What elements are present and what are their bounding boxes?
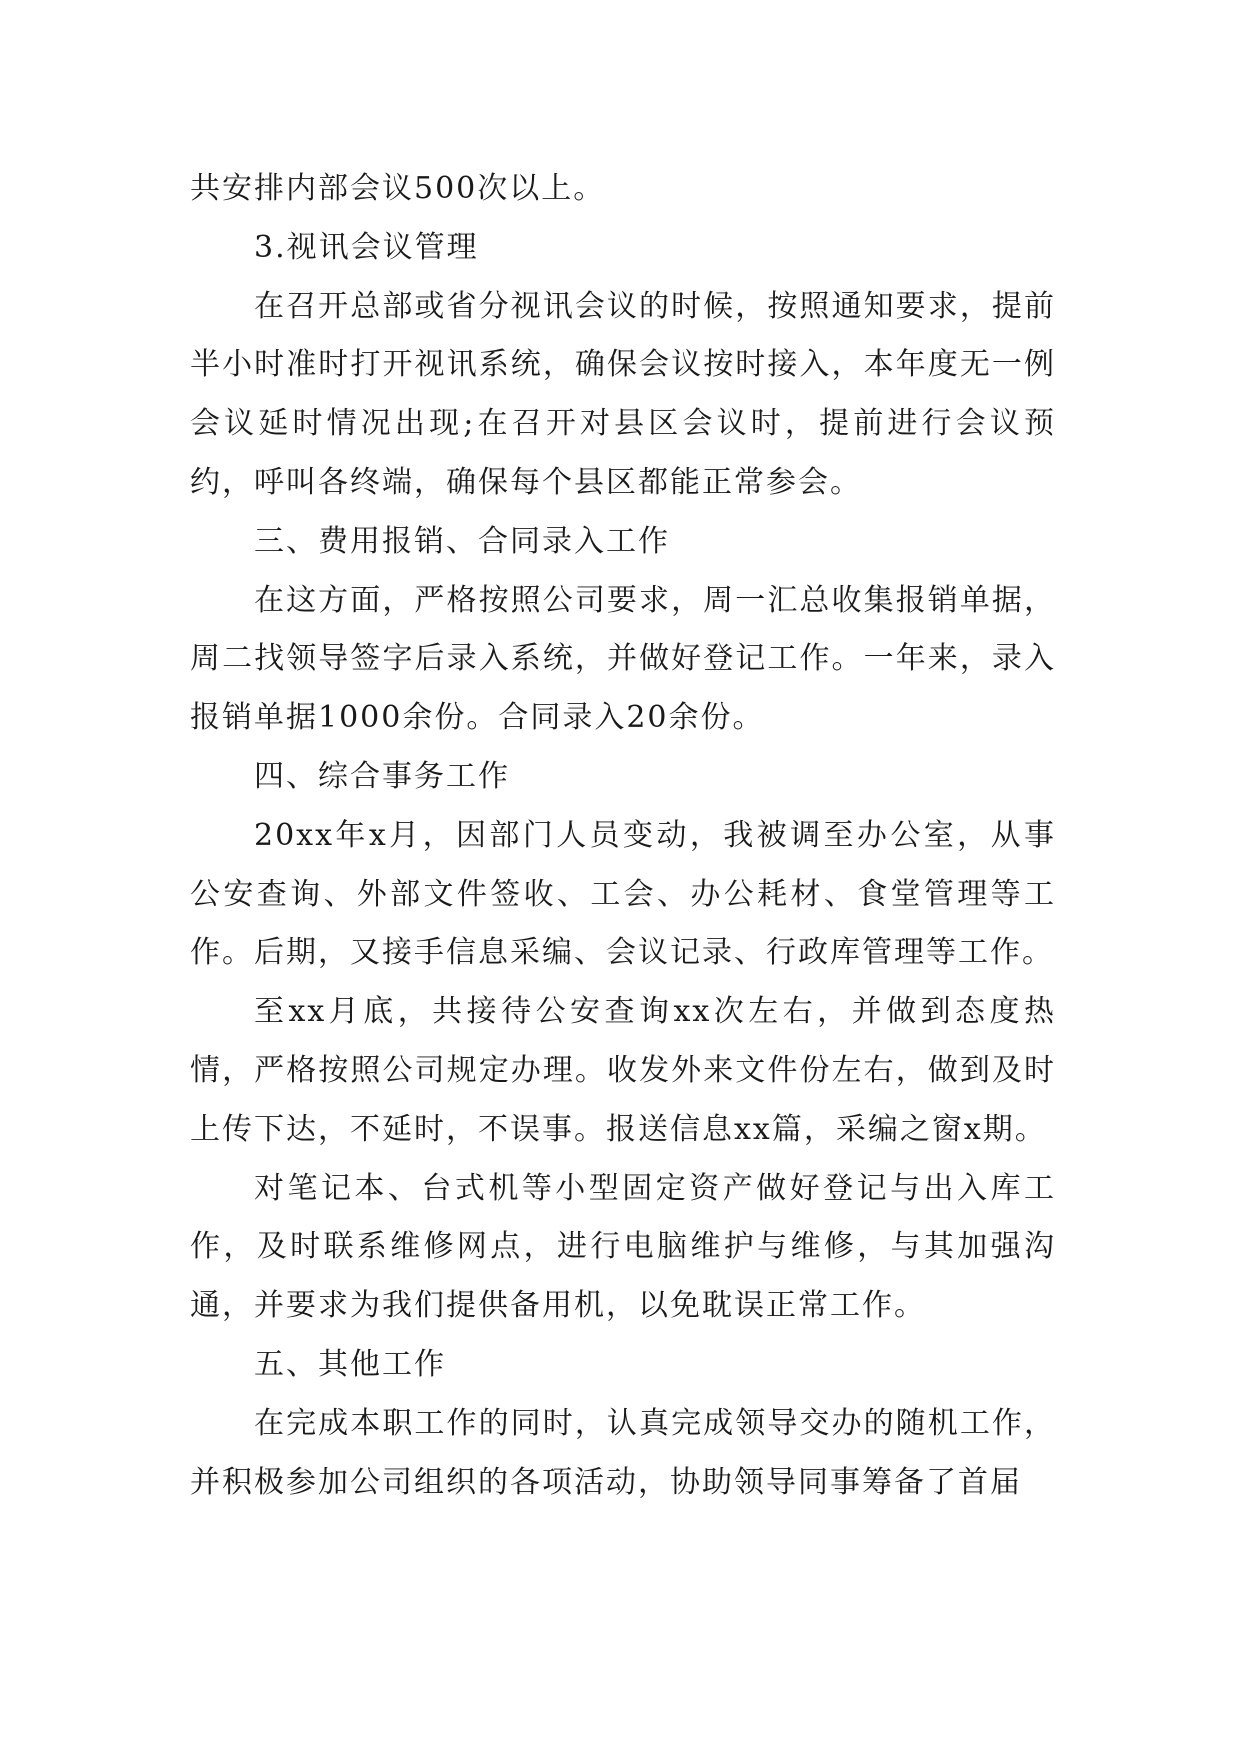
paragraph-video-conference: 在召开总部或省分视讯会议的时候，按照通知要求，提前半小时准时打开视讯系统，确保会议按时接入，本年度无一例会议延时情况出现;在召开对县区会议时，提前进行会议预约，呼叫各终端，确保每个县区都能正常参会。 xyxy=(190,288,1056,500)
heading-general-affairs: 四、综合事务工作 xyxy=(254,758,510,794)
paragraph-expense-contract: 在这方面，严格按照公司要求，周一汇总收集报销单据，周二找领导签字后录入系统，并做好登记工作。一年来，录入报销单据1000余份。合同录入20余份。 xyxy=(190,582,1056,736)
heading-other-work: 五、其他工作 xyxy=(254,1346,446,1382)
paragraph-fixed-assets: 对笔记本、台式机等小型固定资产做好登记与出入库工作，及时联系维修网点，进行电脑维护与维修，与其加强沟通，并要求为我们提供备用机，以免耽误正常工作。 xyxy=(190,1170,1056,1324)
paragraph-meeting-count: 共安排内部会议500次以上。 xyxy=(190,171,606,206)
paragraph-other-work: 在完成本职工作的同时，认真完成领导交办的随机工作，并积极参加公司组织的各项活动，协助领导同事筹备了首届 xyxy=(190,1405,1056,1500)
paragraph-general-affairs: 20xx年x月，因部门人员变动，我被调至办公室，从事公安查询、外部文件签收、工会、办公耗材、食堂管理等工作。后期，又接手信息采编、会议记录、行政库管理等工作。 xyxy=(190,817,1056,971)
heading-video-conference: 3.视讯会议管理 xyxy=(254,229,479,265)
document-body xyxy=(190,160,1056,1512)
paragraph-police-inquiry: 至xx月底，共接待公安查询xx次左右，并做到态度热情，严格按照公司规定办理。收发外来文件份左右，做到及时上传下达，不延时，不误事。报送信息xx篇，采编之窗x期。 xyxy=(190,994,1056,1147)
heading-expense-contract: 三、费用报销、合同录入工作 xyxy=(254,523,670,559)
